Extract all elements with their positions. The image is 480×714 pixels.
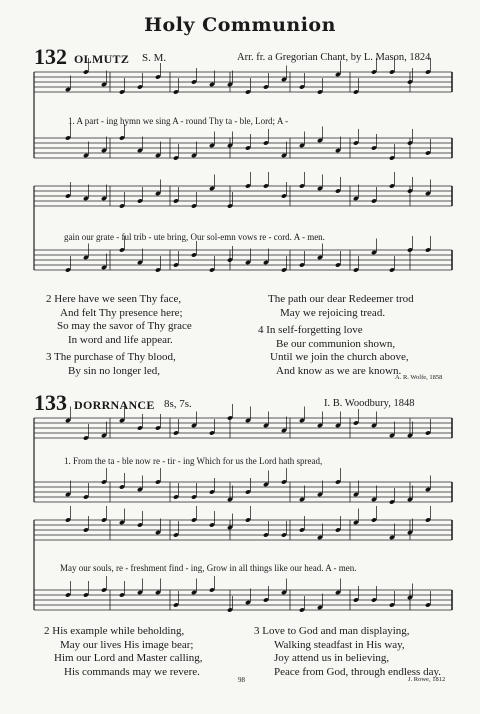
lyrics-line: gain our grate - ful trib - ute bring, Our sol-emn vows re - cord. A - men. [64, 232, 325, 242]
verse-line: His commands may we revere. [64, 665, 200, 678]
verse-line: And felt Thy presence here; [60, 306, 183, 319]
lyrics-line: 1. From the ta - ble now re - tir - ing Which for us the Lord hath spread, [64, 456, 323, 466]
verse-line: May we rejoicing tread. [280, 306, 386, 319]
verse-line: Be our communion shown, [276, 337, 396, 350]
lyrics-line: May our souls, re - freshment find - ing, Grow in all things like our head. A - men. [60, 563, 357, 573]
verse-line: May our lives His image bear; [60, 638, 194, 651]
verse-line: Him our Lord and Master calling, [54, 652, 203, 664]
verse-line: So may the savor of Thy grace [57, 320, 192, 332]
verse-line: 2 Here have we seen Thy face, [46, 293, 182, 305]
verse-line: Joy attend us in believing, [274, 652, 390, 664]
verses-right [254, 625, 441, 679]
verses-right [258, 293, 414, 378]
section-title: Holy Communion [144, 14, 336, 36]
verse-line: In word and life appear. [68, 333, 173, 346]
verse-line: And know as we are known. [276, 364, 402, 377]
hymn-number: 133 [34, 390, 67, 415]
lyrics-line: 1. A part - ing hymn we sing A - round Thy ta - ble, Lord; A - [68, 116, 289, 126]
verses-left [46, 293, 192, 378]
composer-credit: I. B. Woodbury, 1848 [324, 398, 415, 409]
meter: 8s, 7s. [164, 398, 192, 410]
verse-line: The path our dear Redeemer trod [268, 293, 414, 305]
tune-name: DORRNANCE [74, 398, 155, 412]
verses-left [44, 625, 202, 679]
verse-line: Peace from God, through endless day. [274, 665, 441, 678]
composer-credit: Arr. fr. a Gregorian Chant, by L. Mason, 1824 [237, 52, 431, 63]
author-credit: J. Rowe, 1812 [408, 676, 446, 683]
page-number: 98 [238, 676, 245, 684]
verse-line: 3 The purchase of Thy blood, [46, 351, 176, 363]
tune-name: OLMUTZ [74, 52, 130, 66]
meter: S. M. [142, 52, 167, 64]
verse-line: 2 His example while beholding, [44, 625, 185, 637]
hymn-number: 132 [34, 44, 67, 69]
verse-line: 3 Love to God and man displaying, [254, 625, 410, 637]
verse-line: Walking steadfast in His way, [274, 638, 405, 651]
verse-line: 4 In self-forgetting love [258, 324, 363, 336]
verse-line: By sin no longer led, [68, 364, 160, 377]
author-credit: A. R. Wolfe, 1858 [395, 374, 443, 381]
verse-line: Until we join the church above, [270, 351, 409, 363]
